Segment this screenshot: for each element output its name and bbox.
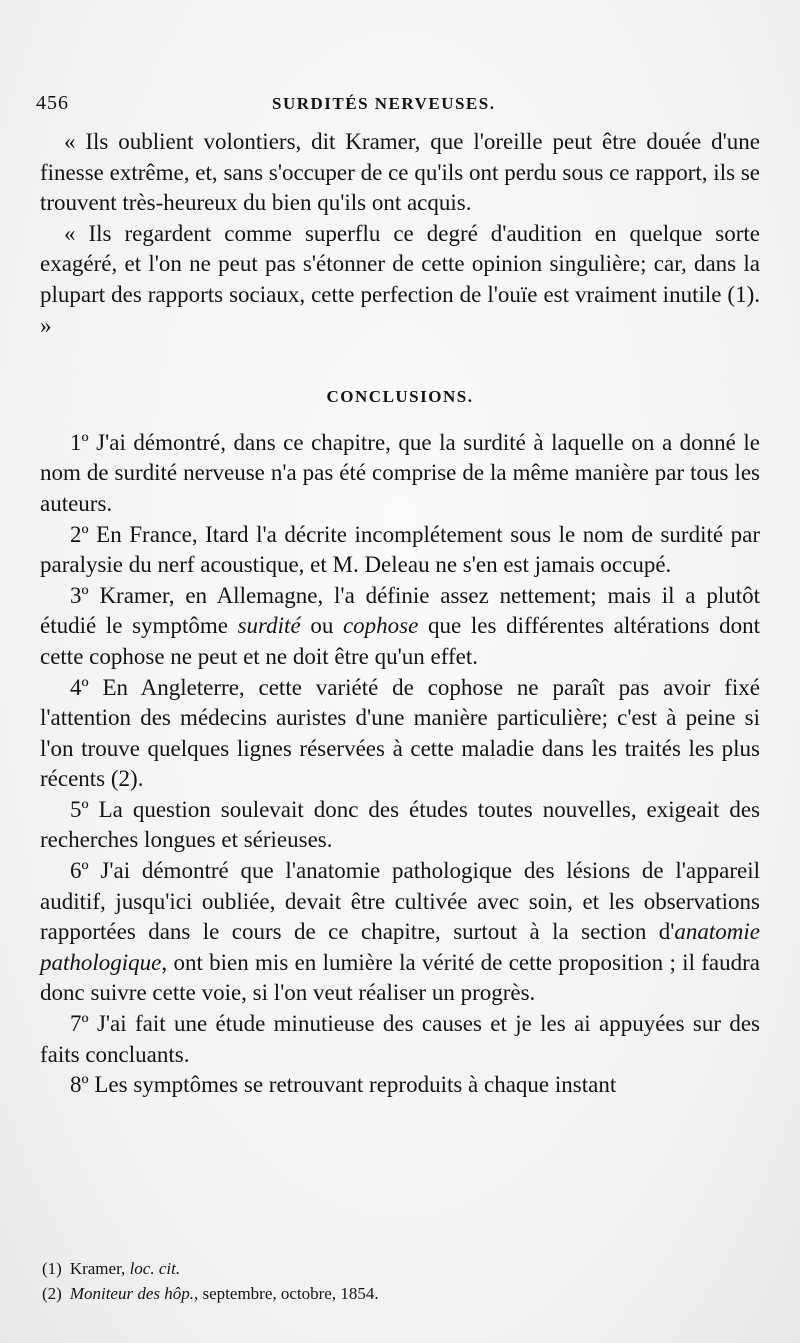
footnote-title: Moniteur des hôp. [69, 1284, 195, 1303]
conclusion-item-4: 4º En Angleterre, cette variété de cophose ne paraît pas avoir fixé l'attention des médecins auristes d'une manière particulière; c'est à peine si l'on trouve quelques lignes réservées à cette maladie dans les traités les plus récents (2). [40, 674, 760, 792]
quote-paragraph: « Ils oublient volontiers, dit Kramer, que l'oreille peut être douée d'une finesse extrême, et, sans s'occuper de ce qu'ils ont perdu sous ce rapport, ils se trouvent très-heureux du bien qu'ils ont acquis. [40, 129, 760, 216]
italic-term: cophose [342, 613, 419, 639]
item-text: , ont bien mis en lumière la vérité de cette proposition ; il faudra donc suivre cette voie, si l'on veut réaliser un progrès. [40, 949, 760, 1006]
quote-paragraph: « Ils regardent comme superflu ce degré d'audition en quelque sorte exagéré, et l'on ne peut pas s'étonner de cette opinion singulière; car, dans la plupart des rapports sociaux, cette perfection de l'ouïe est vraiment inutile (1). » [40, 220, 760, 338]
footnote-italic: loc. cit. [129, 1259, 181, 1278]
item-text: 3º Kramer, en Allemagne, l'a définie assez nettement; mais il a plutôt étudié le symptôme [40, 582, 760, 639]
conclusion-item-5: 5º La question soulevait donc des études toutes nouvelles, exigeait des recherches longues et sérieuses. [40, 796, 760, 853]
section-heading: CONCLUSIONS. [326, 387, 474, 407]
page-header [36, 90, 736, 120]
footnote-text: , septembre, octobre, 1854. [194, 1284, 379, 1303]
italic-term: surdité [237, 613, 301, 639]
item-text: 6º J'ai démontré que l'anatomie pathologique des lésions de l'appareil auditif, jusqu'ici oubliée, devait être cultivée avec soin, et les observations rapportées dans le cours de ce chapitre, surtout à la section d' [40, 858, 760, 945]
conclusion-item-7: 7º J'ai fait une étude minutieuse des causes et je les ai appuyées sur des faits concluants. [40, 1011, 760, 1067]
conclusion-item-1: 1º J'ai démontré, dans ce chapitre, que la surdité à laquelle on a donné le nom de surdité nerveuse n'a pas été comprise de la même manière par tous les auteurs. [40, 429, 760, 516]
conclusion-item-3 [40, 581, 760, 673]
item-text: que les différentes altérations dont cette cophose ne peut et ne doit être qu'un effet. [40, 613, 760, 669]
running-head: SURDITÉS NERVEUSES. [272, 94, 496, 113]
footnote-label: (2) [42, 1284, 62, 1303]
conclusion-item-6 [40, 856, 760, 1009]
footnote-1 [42, 1256, 742, 1281]
footnote-text: Kramer, [69, 1259, 130, 1278]
conclusion-item-2: 2º En France, Itard l'a décrite incomplétement sous le nom de surdité par paralysie du nerf acoustique, et M. Deleau ne s'en est jamais occupé. [40, 521, 760, 578]
page-number: 456 [36, 92, 69, 114]
item-text: ou [300, 613, 343, 639]
italic-term: anatomie pathologique [40, 919, 760, 975]
footnotes [42, 1256, 742, 1306]
conclusion-item-8: 8º Les symptômes se retrouvant reproduits à chaque instant [70, 1072, 617, 1098]
footnote-label: (1) [42, 1259, 62, 1278]
footnote-2 [42, 1281, 742, 1306]
page-body [40, 127, 760, 1101]
